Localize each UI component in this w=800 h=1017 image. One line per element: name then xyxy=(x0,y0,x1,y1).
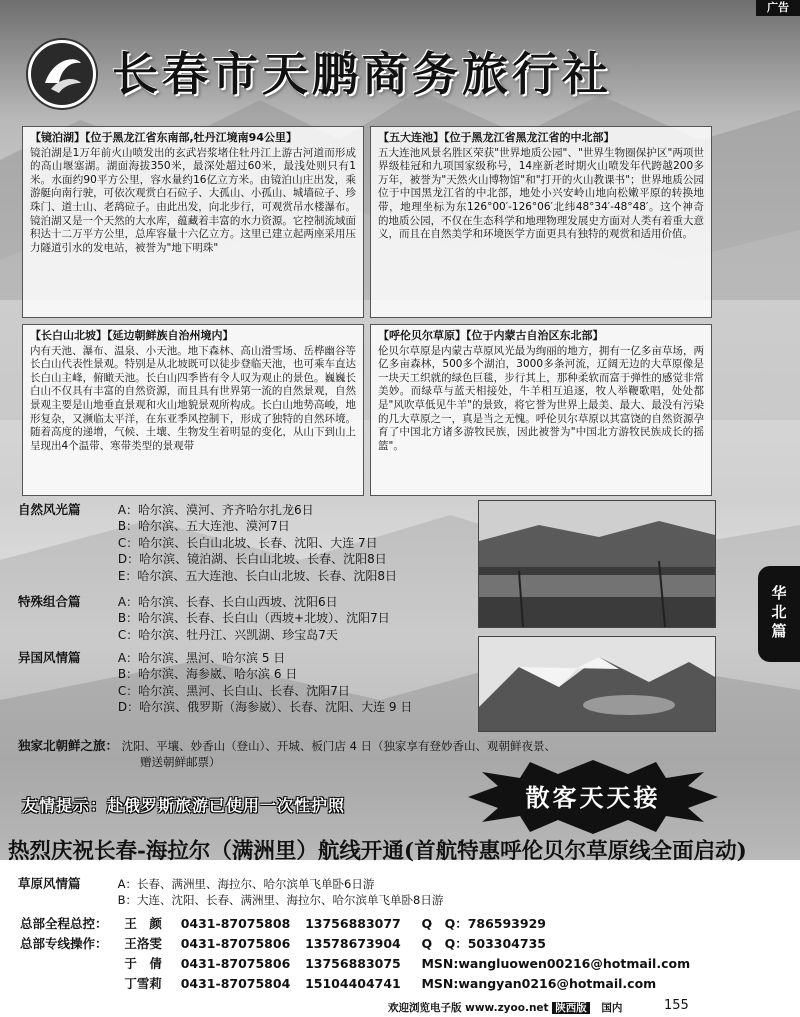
tour-line: A：哈尔滨、黑河、哈尔滨 5 日 xyxy=(117,651,286,665)
tour-line: C：哈尔滨、长白山北坡、长春、沈阳、大连 7日 xyxy=(117,535,378,550)
tour-line: D：哈尔滨、镜泊湖、长白山北坡、长春、沈阳8日 xyxy=(117,552,387,567)
tour-line: A：哈尔滨、长春、长白山西坡、沈阳6日 xyxy=(117,595,338,609)
tour-category: 草原风情篇 xyxy=(18,876,81,891)
tour-line: D：哈尔滨、俄罗斯（海参崴）、长春、沈阳、大连 9 日 xyxy=(117,700,413,715)
info-box-wudalianchi xyxy=(370,126,712,318)
tour-line: B：哈尔滨、海参崴、哈尔滨 6 日 xyxy=(117,667,298,682)
footer-site: 欢迎浏览电子版 www.zyoo.net xyxy=(388,1002,549,1014)
section-label: 国内 xyxy=(601,1002,623,1014)
tour-line: B：哈尔滨、五大连池、漠河7日 xyxy=(117,519,290,534)
mountain-photo xyxy=(478,636,716,732)
info-box-jingpo xyxy=(22,126,364,318)
contact-tel: 0431-87075808 xyxy=(180,916,291,931)
box-heading: 【五大连池】【位于黑龙江省黑龙江省的中北部】 xyxy=(378,131,615,144)
contact-mobile: 15104404741 xyxy=(305,976,401,991)
tour-nature xyxy=(18,502,397,584)
region-tab xyxy=(758,566,800,662)
korea-line: 沈阳、平壤、妙香山（登山）、开城、板门店 4 日（独家享有登妙香山、观朝鲜夜景、 xyxy=(121,739,557,753)
korea-line-2: 赠送朝鲜邮票） xyxy=(140,755,221,770)
tour-line: E：哈尔滨、五大连池、长白山北坡、长春、沈阳8日 xyxy=(117,568,398,583)
tour-category: 自然风光篇 xyxy=(18,502,81,517)
korea-label: 独家北朝鲜之旅： xyxy=(18,738,119,753)
tour-grassland xyxy=(18,876,443,909)
lake-photo xyxy=(478,500,716,628)
box-heading: 【呼伦贝尔草原】【位于内蒙古自治区东北部】 xyxy=(378,329,604,342)
page-number: 155 xyxy=(664,998,689,1013)
contact-im: MSN:wangluowen00216@hotmail.com xyxy=(421,956,691,971)
tour-line: C：哈尔滨、牡丹江、兴凯湖、珍宝岛7天 xyxy=(117,627,338,642)
tour-line: A：哈尔滨、漠河、齐齐哈尔扎龙6日 xyxy=(117,503,314,517)
contact-tel: 0431-87075806 xyxy=(180,936,291,951)
info-box-hulunbeier xyxy=(370,324,712,496)
contact-im: Q Q：786593929 xyxy=(421,916,546,931)
box-body: 内有天池、瀑布、温泉、小天池。地下森林、高山滑雪场、岳桦幽谷等长白山代表性景观。特别是从北坡既可以徒步登临天池，也可乘车直达长白山主峰，俯瞰天池。长白山四季皆有令人叹为观止的景色。巍巍长白山不仅具有丰富的自然资源，而且具有世界第一流的自然景观，自然景观主要是山地垂直景观和火山地貌景观所构成。长白山地势高峻，地形复杂，又濒临太平洋，在东亚季风控制下，形成了独特的自然环境。随着高度的递增，气候、土壤、生物发生着明显的变化，从山下到山上呈现出4个温带、寒带类型的景观带 xyxy=(30,344,356,452)
contact-name: 王 颜 xyxy=(124,916,162,931)
contact-role: 总部专线操作： xyxy=(20,936,108,951)
contact-role: 总部全程总控： xyxy=(20,916,108,931)
contact-im: MSN:wangyan0216@hotmail.com xyxy=(421,976,657,991)
company-title: 长春市天鹏商务旅行社 xyxy=(112,47,612,101)
contact-im: Q Q：503304735 xyxy=(421,936,546,951)
tour-line: B：大连、沈阳、长春、满洲里、海拉尔、哈尔滨单飞单卧8日游 xyxy=(117,893,444,908)
contact-row xyxy=(20,934,690,954)
box-body: 镜泊湖是1万年前火山喷发出的玄武岩浆堵住牡丹江上游古河道而形成的高山堰塞湖。湖面海拔350米，最深处超过60米，最浅处则只有1米。水面约90平方公里，容水量约16亿立方米。由镜泊山庄出发，乘游艇向南行驶，可依次观赏白石砬子、大孤山、小孤山、城墙砬子、珍珠门、道士山、老鸹砬子。由此出发，向北步行，可观赏吊水楼瀑布。镜泊湖又是一个天然的大水库，蕴藏着丰富的水力资源。它控制流域面积达十二万平方公里，总库容量十六亿立方。这里已建立起两座采用压力隧道引水的发电站，被誉为"地下明珠" xyxy=(30,146,356,254)
box-heading: 【长白山北坡】【延边朝鲜族自治州境内】 xyxy=(30,329,234,342)
friendly-tip: 友情提示：赴俄罗斯旅游已使用一次性护照 xyxy=(22,796,346,815)
box-body: 五大连池风景名胜区荣获"世界地质公园"、"世界生物圈保护区"两项世界级桂冠和九项国家级称号，14座新老时期火山喷发年代跨越200多万年，被誉为"天然火山博物馆"和"打开的火山教课书"；世界地质公园位于中国黑龙江省的中北部，地处小兴安岭山地向松嫩平原的转换地带，地理坐标为东126°00′-126°06′北纬48°34′-48°48′。这个神奇的地质公园，不仅在生态科学和地理物理发展史方面对人类有着重大意义，而且在自然美学和环境医学方面更具有独特的观赏和适用价值。 xyxy=(378,146,704,241)
route-banner: 热烈庆祝长春-海拉尔（满洲里）航线开通(首航特惠呼伦贝尔草原线全面启动) xyxy=(8,839,747,864)
contact-name: 王洛雯 xyxy=(124,936,162,951)
contact-mobile: 13578673904 xyxy=(305,936,401,951)
box-body: 伦贝尔草原是内蒙古草原风光最为绚丽的地方，拥有一亿多亩草场，两亿多亩森林，500多个湖泊，3000多条河流，辽阔无边的大草原像是一块天工织就的绿色巨毯，步行其上，那种柔软而富于弹性的感觉非常美妙。而绿草与蓝天相接处，牛羊相互追逐，牧人举鞭歌唱，处处都是"风吹草低见牛羊"的景致，将它誉为世界上最美、最大、最没有污染的几大草原之一，真是当之无愧。呼伦贝尔草原以其富饶的自然资源孕育了中国北方诸多游牧民族，因此被誉为"中国北方游牧民族成长的摇篮"。 xyxy=(378,344,704,452)
contact-row xyxy=(20,974,690,994)
tour-special xyxy=(18,594,390,643)
tour-category: 异国风情篇 xyxy=(18,650,81,665)
contact-tel: 0431-87075806 xyxy=(180,956,291,971)
tour-line: C：哈尔滨、黑河、长白山、长春、沈阳7日 xyxy=(117,683,350,698)
ad-label: 广告 xyxy=(756,0,800,16)
region-tab-label: 华北篇 xyxy=(771,584,787,640)
footer xyxy=(388,1000,622,1015)
contact-list xyxy=(20,914,690,994)
contact-mobile: 13756883077 xyxy=(305,916,401,931)
tour-category: 特殊组合篇 xyxy=(18,594,81,609)
contact-name: 丁雪莉 xyxy=(124,976,162,991)
contact-row xyxy=(20,914,690,934)
contact-mobile: 13756883075 xyxy=(305,956,401,971)
box-heading: 【镜泊湖】【位于黑龙江省东南部,牡丹江境南94公里】 xyxy=(30,131,297,144)
tour-line: A：长春、满洲里、海拉尔、哈尔滨单飞单卧6日游 xyxy=(117,877,375,891)
walk-in-badge: 散客天天接 xyxy=(525,784,661,812)
edition-tag: 陕西版 xyxy=(552,1002,590,1014)
tour-line: B：哈尔滨、长春、长白山（西坡+北坡）、沈阳7日 xyxy=(117,611,390,626)
contact-tel: 0431-87075804 xyxy=(180,976,291,991)
contact-name: 于 倩 xyxy=(124,956,162,971)
tour-foreign xyxy=(18,650,412,716)
company-logo xyxy=(28,40,96,108)
contact-row xyxy=(20,954,690,974)
bird-logo-icon xyxy=(31,43,93,105)
info-box-changbaishan xyxy=(22,324,364,496)
